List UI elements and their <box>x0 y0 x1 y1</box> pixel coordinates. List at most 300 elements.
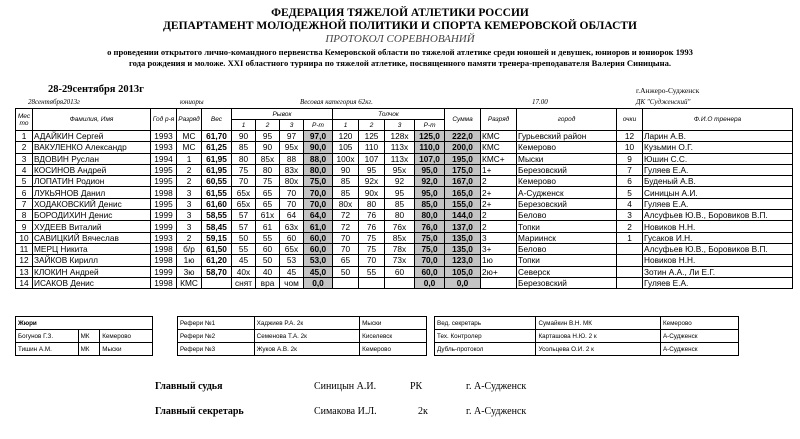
col-attempt: 1 <box>333 120 359 131</box>
cell-rank-achieved <box>481 277 517 288</box>
cell-snatch-1: 57 <box>232 210 256 221</box>
cell-place: 13 <box>16 266 33 277</box>
competition-dates: 28-29сентября 2013г <box>48 84 144 95</box>
official-city: Кемерово <box>660 317 738 330</box>
cell-cj-1: 72 <box>333 210 359 221</box>
cell-snatch-2: 90 <box>256 142 280 153</box>
table-row <box>16 221 793 232</box>
cell-cj-result: 76,0 <box>415 221 445 232</box>
cell-cj-1: 80х <box>333 198 359 209</box>
table-row <box>16 266 793 277</box>
cell-city: Кемерово <box>517 176 617 187</box>
chief-judge-label: Главный судья <box>155 381 223 392</box>
referee-label: Рефери №2 <box>178 330 255 343</box>
cell-cj-result: 70,0 <box>415 255 445 266</box>
cell-snatch-3: 53 <box>280 255 304 266</box>
cell-rank-achieved: 3 <box>481 232 517 243</box>
cell-cj-2: 90х <box>359 187 385 198</box>
col-total: Сумма <box>445 109 481 131</box>
cell-cj-2: 92х <box>359 176 385 187</box>
official-name: Усольцева О.И. 2 к <box>536 343 660 356</box>
cell-points: 2 <box>617 221 643 232</box>
cell-total: 0,0 <box>445 277 481 288</box>
cell-weight: 61,50 <box>202 243 232 254</box>
referee-city: Кемерово <box>360 343 427 356</box>
cell-points: 9 <box>617 153 643 164</box>
cell-total: 137,0 <box>445 221 481 232</box>
cell-weight: 61,95 <box>202 153 232 164</box>
referee-label: Рефери №1 <box>178 317 255 330</box>
cell-rank: 2 <box>177 232 202 243</box>
cell-snatch-result: 60,0 <box>304 232 333 243</box>
cell-cj-2: 80 <box>359 198 385 209</box>
cell-cj-result: 60,0 <box>415 266 445 277</box>
cell-cj-result: 125,0 <box>415 131 445 142</box>
cell-coach: Гуляев Е.А. <box>643 164 793 175</box>
cell-rank: 2 <box>177 176 202 187</box>
cell-cj-result: 95,0 <box>415 187 445 198</box>
cell-snatch-2: 55 <box>256 232 280 243</box>
cell-city: А-Судженск <box>517 187 617 198</box>
referee-label: Рефери №3 <box>178 343 255 356</box>
cell-city: Белово <box>517 210 617 221</box>
jury-member-rank: МК <box>78 330 100 343</box>
col-rank2: Разряд <box>481 109 517 131</box>
cell-year: 1993 <box>151 232 177 243</box>
cell-snatch-2: 75 <box>256 176 280 187</box>
cell-year: 1998 <box>151 255 177 266</box>
cell-weight <box>202 277 232 288</box>
cell-snatch-3: 95х <box>280 142 304 153</box>
cell-cj-2 <box>359 277 385 288</box>
cell-name: ВДОВИН Руслан <box>33 153 151 164</box>
col-place: Мес то <box>16 109 33 131</box>
jury-member-name: Богунов Г.З. <box>16 330 79 343</box>
cell-total: 123,0 <box>445 255 481 266</box>
official-role: Дубль-протокол <box>435 343 536 356</box>
cell-name: ХОДАКОВСКИЙ Денис <box>33 198 151 209</box>
cell-rank-achieved: 1+ <box>481 164 517 175</box>
cell-snatch-1: 55 <box>232 243 256 254</box>
cell-rank: МС <box>177 131 202 142</box>
referee-city: Мыски <box>360 317 427 330</box>
federation-title: ФЕДЕРАЦИЯ ТЯЖЕЛОЙ АТЛЕТИКИ РОССИИ <box>271 7 529 19</box>
cell-name: ЛОПАТИН Родион <box>33 176 151 187</box>
cell-snatch-1: 65х <box>232 187 256 198</box>
cell-place: 8 <box>16 210 33 221</box>
cell-snatch-result: 0,0 <box>304 277 333 288</box>
official-city: А-Судженск <box>660 343 738 356</box>
cell-cj-1 <box>333 277 359 288</box>
referee-name: Хаджиев Р.А. 2к <box>254 317 360 330</box>
col-name: Фамилия, Имя <box>33 109 151 131</box>
col-attempt: 2 <box>359 120 385 131</box>
official-role: Тех. Контролер <box>435 330 536 343</box>
cell-weight: 58,45 <box>202 221 232 232</box>
cell-weight: 61,60 <box>202 198 232 209</box>
cell-year: 1998 <box>151 277 177 288</box>
cell-weight: 58,70 <box>202 266 232 277</box>
cell-snatch-1: 85 <box>232 142 256 153</box>
cell-weight: 58,55 <box>202 210 232 221</box>
cell-snatch-result: 53,0 <box>304 255 333 266</box>
cell-total: 200,0 <box>445 142 481 153</box>
col-attempt: 3 <box>280 120 304 131</box>
cell-year: 1993 <box>151 131 177 142</box>
cell-city: Березовский <box>517 198 617 209</box>
cell-coach: Юшин С.С. <box>643 153 793 164</box>
cell-cj-result: 0,0 <box>415 277 445 288</box>
cell-total: 105,0 <box>445 266 481 277</box>
cell-place: 11 <box>16 243 33 254</box>
cell-city: Топки <box>517 221 617 232</box>
cell-place: 4 <box>16 164 33 175</box>
cell-year: 1995 <box>151 198 177 209</box>
cell-weight: 59,15 <box>202 232 232 243</box>
cell-snatch-result: 45,0 <box>304 266 333 277</box>
cell-rank-achieved: КМС <box>481 142 517 153</box>
cell-points: 10 <box>617 142 643 153</box>
cell-rank-achieved: 1ю <box>481 255 517 266</box>
cell-coach: Алсуфьев Ю.В., Боровиков В.П. <box>643 243 793 254</box>
cell-rank: КМС <box>177 277 202 288</box>
cell-year: 1999 <box>151 221 177 232</box>
cell-cj-3: 85 <box>385 198 415 209</box>
cell-coach: Алсуфьев Ю.В., Боровиков В.П. <box>643 210 793 221</box>
cell-snatch-1: 90 <box>232 131 256 142</box>
cell-snatch-3: 65х <box>280 243 304 254</box>
cell-cj-2: 75 <box>359 232 385 243</box>
chief-judge-rank: РК <box>410 381 423 392</box>
cell-rank-achieved: КМС <box>481 131 517 142</box>
official-name: Карташова Н.Ю. 2 к <box>536 330 660 343</box>
cell-cj-3: 78х <box>385 243 415 254</box>
cell-rank: 2 <box>177 164 202 175</box>
cell-cj-3: 76х <box>385 221 415 232</box>
cell-snatch-1: снят <box>232 277 256 288</box>
cell-snatch-result: 61,0 <box>304 221 333 232</box>
cell-rank-achieved: 2ю+ <box>481 266 517 277</box>
cell-name: ЛУКЬЯНОВ Данил <box>33 187 151 198</box>
cell-coach: Буденый А.В. <box>643 176 793 187</box>
cell-city: Березовский <box>517 277 617 288</box>
referee-name: Жуков А.В. 2к <box>254 343 360 356</box>
cell-year: 1998 <box>151 243 177 254</box>
cell-snatch-2: 61 <box>256 221 280 232</box>
cell-snatch-2: 65 <box>256 198 280 209</box>
cell-snatch-2: 50 <box>256 255 280 266</box>
cell-year: 1998 <box>151 187 177 198</box>
cell-cj-3: 80 <box>385 210 415 221</box>
col-result: Р-т <box>415 120 445 131</box>
cell-cj-2: 76 <box>359 221 385 232</box>
cell-cj-2: 75 <box>359 243 385 254</box>
cell-cj-2: 95 <box>359 164 385 175</box>
jury-member-city: Кемерово <box>100 330 153 343</box>
jury-member-name: Тишин А.М. <box>16 343 79 356</box>
cell-city: Мариинск <box>517 232 617 243</box>
cell-cj-3: 60 <box>385 266 415 277</box>
cell-name: ХУДЕЕВ Виталий <box>33 221 151 232</box>
cell-cj-1: 70 <box>333 232 359 243</box>
cell-cj-3: 92 <box>385 176 415 187</box>
cell-points <box>617 255 643 266</box>
jury-member-rank: МК <box>78 343 100 356</box>
cell-snatch-2: 80 <box>256 164 280 175</box>
cell-points <box>617 243 643 254</box>
cell-total: 175,0 <box>445 164 481 175</box>
cell-coach: Кузьмин О.Г. <box>643 142 793 153</box>
col-attempt: 2 <box>256 120 280 131</box>
cell-name: ЗАЙКОВ Кирилл <box>33 255 151 266</box>
col-cj: Толчок <box>333 109 445 120</box>
cell-rank-achieved: КМС+ <box>481 153 517 164</box>
referee-name: Семенова Т.А. 2к <box>254 330 360 343</box>
official-role: Вед. секретарь <box>435 317 536 330</box>
cell-cj-1: 120 <box>333 131 359 142</box>
cell-weight: 61,25 <box>202 142 232 153</box>
table-row <box>16 153 793 164</box>
cell-points: 6 <box>617 176 643 187</box>
cell-rank: 1ю <box>177 255 202 266</box>
cell-snatch-result: 60,0 <box>304 243 333 254</box>
cell-snatch-result: 90,0 <box>304 142 333 153</box>
referee-city: Киселевск <box>360 330 427 343</box>
cell-snatch-2: вра <box>256 277 280 288</box>
cell-coach: Синицын А.И. <box>643 187 793 198</box>
cell-rank: МС <box>177 142 202 153</box>
table-row <box>16 131 793 142</box>
cell-name: ВАКУЛЕНКО Александр <box>33 142 151 153</box>
cell-points: 1 <box>617 232 643 243</box>
cell-snatch-3: 70 <box>280 187 304 198</box>
col-weight: Вес <box>202 109 232 131</box>
jury-title: Жюри <box>16 317 153 330</box>
cell-snatch-3: 70 <box>280 198 304 209</box>
cell-rank: 3ю <box>177 266 202 277</box>
cell-snatch-2: 40 <box>256 266 280 277</box>
cell-cj-result: 107,0 <box>415 153 445 164</box>
referees-table <box>177 316 427 356</box>
cell-cj-3: 113х <box>385 142 415 153</box>
cell-rank: 3 <box>177 187 202 198</box>
cell-rank-achieved: 2 <box>481 221 517 232</box>
cell-year: 1994 <box>151 153 177 164</box>
cell-snatch-result: 70,0 <box>304 198 333 209</box>
cell-snatch-3: 80х <box>280 176 304 187</box>
cell-place: 7 <box>16 198 33 209</box>
cell-snatch-result: 70,0 <box>304 187 333 198</box>
cell-name: АДАЙКИН Сергей <box>33 131 151 142</box>
col-rank: Разряд <box>177 109 202 131</box>
cell-snatch-result: 80,0 <box>304 164 333 175</box>
cell-rank-achieved: 2 <box>481 210 517 221</box>
officials-table <box>434 316 739 356</box>
cell-cj-1: 85 <box>333 176 359 187</box>
cell-place: 12 <box>16 255 33 266</box>
cell-cj-1: 72 <box>333 221 359 232</box>
jury-table <box>15 316 153 356</box>
cell-snatch-2: 60 <box>256 243 280 254</box>
cell-place: 1 <box>16 131 33 142</box>
cell-place: 10 <box>16 232 33 243</box>
cell-snatch-2: 95 <box>256 131 280 142</box>
cell-snatch-3: 97 <box>280 131 304 142</box>
cell-coach: Гуляев Е.А. <box>643 198 793 209</box>
cell-snatch-1: 50 <box>232 232 256 243</box>
session-date: 28сентября2013г <box>28 98 80 106</box>
cell-coach: Новиков Н.Н. <box>643 221 793 232</box>
col-points: очки <box>617 109 643 131</box>
cell-cj-result: 110,0 <box>415 142 445 153</box>
table-row <box>16 243 793 254</box>
chief-secretary-label: Главный секретарь <box>155 406 244 417</box>
official-city: А-Судженск <box>660 330 738 343</box>
cell-points: 4 <box>617 198 643 209</box>
cell-cj-result: 80,0 <box>415 210 445 221</box>
cell-cj-2: 55 <box>359 266 385 277</box>
cell-snatch-1: 75 <box>232 164 256 175</box>
cell-cj-2: 70 <box>359 255 385 266</box>
cell-snatch-1: 80 <box>232 153 256 164</box>
cell-cj-2: 125 <box>359 131 385 142</box>
cell-snatch-1: 45 <box>232 255 256 266</box>
cell-rank: 3 <box>177 210 202 221</box>
table-row <box>16 164 793 175</box>
table-row <box>16 198 793 209</box>
cell-cj-result: 75,0 <box>415 232 445 243</box>
department-title: ДЕПАРТАМЕНТ МОЛОДЕЖНОЙ ПОЛИТИКИ И СПОРТА КЕМЕРОВСКОЙ ОБЛАСТИ <box>162 20 638 32</box>
col-snatch: Рывок <box>232 109 333 120</box>
cell-cj-1: 70 <box>333 243 359 254</box>
cell-total: 155,0 <box>445 198 481 209</box>
chief-judge-name: Синицын А.И. <box>314 381 377 392</box>
cell-snatch-3: чом <box>280 277 304 288</box>
cell-snatch-1: 40х <box>232 266 256 277</box>
col-city: город <box>517 109 617 131</box>
cell-cj-3: 85х <box>385 232 415 243</box>
cell-snatch-3: 63х <box>280 221 304 232</box>
col-result: Р-т <box>304 120 333 131</box>
cell-cj-1: 85 <box>333 187 359 198</box>
cell-snatch-result: 64,0 <box>304 210 333 221</box>
cell-cj-2: 110 <box>359 142 385 153</box>
chief-secretary-city: г. А-Судженск <box>466 406 527 417</box>
chief-secretary-name: Симакова И.Л. <box>314 406 377 417</box>
cell-coach: Гусаков И.Н. <box>643 232 793 243</box>
cell-cj-3: 73х <box>385 255 415 266</box>
cell-points: 12 <box>617 131 643 142</box>
cell-city: Березовский <box>517 164 617 175</box>
protocol-title: ПРОТОКОЛ СОРЕВНОВАНИЙ <box>325 33 475 45</box>
cell-snatch-1: 57 <box>232 221 256 232</box>
session-time: 17.00 <box>532 98 548 106</box>
jury-member-city: Мыски <box>100 343 153 356</box>
cell-place: 9 <box>16 221 33 232</box>
cell-total: 167,0 <box>445 176 481 187</box>
table-row <box>16 210 793 221</box>
cell-place: 5 <box>16 176 33 187</box>
cell-snatch-result: 97,0 <box>304 131 333 142</box>
cell-total: 195,0 <box>445 153 481 164</box>
cell-snatch-3: 60 <box>280 232 304 243</box>
cell-cj-result: 85,0 <box>415 198 445 209</box>
results-table <box>15 108 793 289</box>
cell-cj-3: 95 <box>385 187 415 198</box>
cell-points: 5 <box>617 187 643 198</box>
cell-cj-1: 100х <box>333 153 359 164</box>
col-attempt: 3 <box>385 120 415 131</box>
cell-rank: б/р <box>177 243 202 254</box>
cell-cj-3: 95х <box>385 164 415 175</box>
competition-city: г.Анжеро-Судженск <box>636 86 700 95</box>
cell-cj-result: 92,0 <box>415 176 445 187</box>
cell-total: 222,0 <box>445 131 481 142</box>
cell-cj-3: 128х <box>385 131 415 142</box>
cell-rank-achieved: 2+ <box>481 187 517 198</box>
table-row <box>16 255 793 266</box>
cell-city: Белово <box>517 243 617 254</box>
cell-rank-achieved: 2+ <box>481 198 517 209</box>
cell-year: 1993 <box>151 142 177 153</box>
cell-city: Гурьевский район <box>517 131 617 142</box>
col-year: Год р-я <box>151 109 177 131</box>
cell-weight: 61,55 <box>202 187 232 198</box>
cell-name: ИСАКОВ Денис <box>33 277 151 288</box>
cell-snatch-3: 83х <box>280 164 304 175</box>
table-row <box>16 176 793 187</box>
cell-cj-1: 65 <box>333 255 359 266</box>
cell-rank: 3 <box>177 198 202 209</box>
cell-total: 165,0 <box>445 187 481 198</box>
cell-coach: Гуляев Е.А. <box>643 277 793 288</box>
cell-cj-1: 50 <box>333 266 359 277</box>
cell-coach: Зотин А.А., Ли Е.Г. <box>643 266 793 277</box>
weight-category: Весовая категория 62кг. <box>300 98 373 106</box>
cell-snatch-3: 88 <box>280 153 304 164</box>
cell-rank: 1 <box>177 153 202 164</box>
cell-city: Топки <box>517 255 617 266</box>
competition-description: о проведении открытого лично-командного первенства Кемеровской области по тяжелой атлетике среди юношей и девушек, юниоров и юниорок 1993 года рождения и моложе. XXI областного турнира по тяжелой атлетике, посвященного памяти тренера-преподавателя Валерия Синицына. <box>107 47 693 68</box>
cell-rank-achieved: 3+ <box>481 243 517 254</box>
cell-cj-2: 107 <box>359 153 385 164</box>
cell-place: 2 <box>16 142 33 153</box>
cell-year: 1999 <box>151 266 177 277</box>
cell-year: 1995 <box>151 176 177 187</box>
cell-city: Мыски <box>517 153 617 164</box>
cell-name: БОРОДИХИН Денис <box>33 210 151 221</box>
cell-coach: Новиков Н.Н. <box>643 255 793 266</box>
cell-snatch-2: 85х <box>256 153 280 164</box>
cell-rank-achieved: 2 <box>481 176 517 187</box>
cell-cj-1: 105 <box>333 142 359 153</box>
cell-cj-1: 90 <box>333 164 359 175</box>
chief-judge-city: г. А-Судженск <box>466 381 527 392</box>
cell-weight: 60,55 <box>202 176 232 187</box>
cell-snatch-3: 45 <box>280 266 304 277</box>
cell-name: МЕРЦ Никита <box>33 243 151 254</box>
cell-place: 6 <box>16 187 33 198</box>
table-row <box>16 277 793 288</box>
cell-name: САВИЦКИЙ Вячеслав <box>33 232 151 243</box>
cell-weight: 61,20 <box>202 255 232 266</box>
cell-cj-3: 113х <box>385 153 415 164</box>
cell-year: 1999 <box>151 210 177 221</box>
table-row <box>16 187 793 198</box>
cell-points <box>617 266 643 277</box>
cell-snatch-3: 64 <box>280 210 304 221</box>
col-attempt: 1 <box>232 120 256 131</box>
